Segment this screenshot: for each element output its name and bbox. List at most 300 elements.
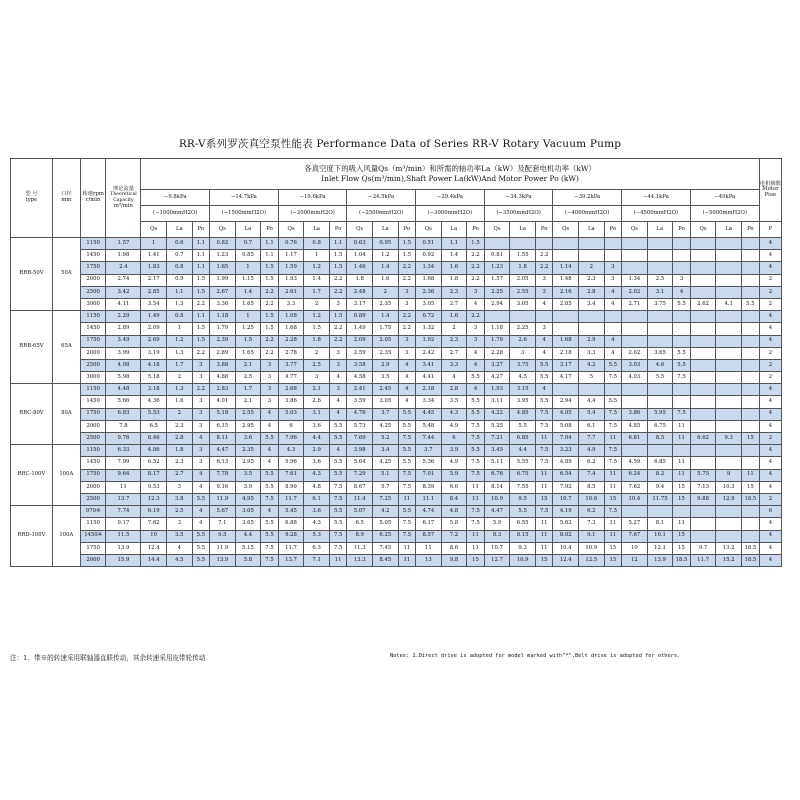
data-cell: 8.4 [441, 493, 467, 505]
theory-cell: 1.57 [106, 238, 141, 250]
data-cell: 3 [398, 286, 415, 298]
data-cell: 7.5 [604, 420, 621, 432]
data-cell: 9.5 [210, 530, 236, 542]
data-cell: 6.88 [278, 518, 304, 530]
data-cell: 8.2 [647, 469, 673, 481]
data-cell [647, 506, 673, 518]
data-cell: 5.5 [673, 298, 690, 310]
data-cell: 9.3 [716, 433, 742, 445]
data-cell [622, 384, 648, 396]
data-cell: 5.8 [235, 554, 261, 566]
column-label: Po [398, 222, 415, 238]
data-cell: 11 [673, 433, 690, 445]
data-cell: 5.11 [484, 457, 510, 469]
data-cell: 6.25 [373, 530, 399, 542]
data-cell: 2.78 [278, 347, 304, 359]
data-cell: 1.1 [192, 238, 209, 250]
model-cell: RRD-100V [11, 506, 53, 567]
speed-cell: 2000 [80, 481, 106, 493]
data-cell: 3.11 [484, 396, 510, 408]
speed-cell: 2000 [80, 274, 106, 286]
theory-cell: 2.89 [106, 323, 141, 335]
data-cell [673, 311, 690, 323]
speed-cell: 2000 [80, 347, 106, 359]
data-cell [690, 396, 716, 408]
column-label: Po [741, 222, 759, 238]
data-cell: 6.6 [441, 481, 467, 493]
data-cell: 5.05 [373, 518, 399, 530]
data-cell: 5.5 [604, 359, 621, 371]
data-cell: 2.2 [467, 274, 484, 286]
data-cell: 4.25 [373, 457, 399, 469]
data-cell: 11.9 [210, 542, 236, 554]
column-label: La [304, 222, 330, 238]
data-cell: 5.2 [373, 433, 399, 445]
data-cell: 0.6 [166, 238, 192, 250]
data-cell: 7.21 [484, 433, 510, 445]
data-cell [741, 518, 759, 530]
data-cell: 11 [535, 530, 552, 542]
pressure-kpa: −19.6kPa [278, 190, 347, 206]
data-cell [741, 530, 759, 542]
table-row [11, 542, 782, 554]
data-cell: 5.27 [622, 518, 648, 530]
data-cell: 7.5 [535, 457, 552, 469]
data-cell [622, 238, 648, 250]
data-cell: 7.29 [347, 469, 373, 481]
data-cell [716, 372, 742, 384]
data-cell: 3.88 [210, 359, 236, 371]
table-row [11, 323, 782, 335]
data-cell [716, 238, 742, 250]
pole-cell: 4 [759, 469, 781, 481]
pressure-kpa: −29.4kPa [416, 190, 485, 206]
data-cell: 3 [261, 384, 278, 396]
data-cell: 1.8 [510, 262, 536, 274]
data-cell: 7.5 [398, 469, 415, 481]
data-cell: 0.9 [166, 274, 192, 286]
data-cell [622, 335, 648, 347]
table-row [11, 311, 782, 323]
data-cell: 3.65 [647, 347, 673, 359]
data-cell: 4.17 [553, 372, 579, 384]
data-cell: 7.62 [141, 518, 167, 530]
data-cell: 5.5 [329, 433, 346, 445]
data-cell: 8.46 [141, 433, 167, 445]
data-cell: 5.96 [278, 457, 304, 469]
data-cell: 9.88 [690, 493, 716, 505]
table-row [11, 286, 782, 298]
data-cell: 4.8 [441, 506, 467, 518]
data-cell [741, 311, 759, 323]
data-cell: 2.3 [441, 335, 467, 347]
data-cell: 11 [535, 481, 552, 493]
data-cell: 2.39 [210, 335, 236, 347]
data-cell: 1.34 [416, 262, 442, 274]
data-cell: 3 [535, 323, 552, 335]
data-cell: 2.71 [622, 298, 648, 310]
speed-cell: 1150 [80, 518, 106, 530]
data-cell: 3 [604, 274, 621, 286]
data-cell: 4 [261, 408, 278, 420]
data-cell: 2 [166, 372, 192, 384]
data-cell: 9 [716, 469, 742, 481]
note-chinese: 注：1、带※的转速采用联轴器直联传动，其余转速采用皮带轮传动 [10, 654, 206, 662]
data-cell: 5.25 [484, 420, 510, 432]
data-cell: 4 [604, 335, 621, 347]
data-cell: 11 [673, 420, 690, 432]
data-cell: 8.6 [441, 542, 467, 554]
data-cell: 2.7 [441, 298, 467, 310]
data-cell: 6.52 [141, 457, 167, 469]
speed-cell: 1750 [80, 262, 106, 274]
data-cell: 3 [261, 372, 278, 384]
data-cell: 5.5 [673, 347, 690, 359]
data-cell: 1.2 [373, 250, 399, 262]
data-cell: 1.7 [304, 286, 330, 298]
data-cell: 8.11 [210, 433, 236, 445]
data-cell: 4.18 [141, 359, 167, 371]
data-cell: 8.45 [373, 554, 399, 566]
data-cell: 1.5 [192, 323, 209, 335]
column-label: Po [192, 222, 209, 238]
pressure-kpa: −49kPa [690, 190, 759, 206]
data-cell: 1.5 [329, 250, 346, 262]
data-cell: 2.83 [210, 384, 236, 396]
data-cell [716, 457, 742, 469]
data-cell: 11.7 [278, 493, 304, 505]
data-cell: 8.17 [141, 469, 167, 481]
header-theory: 理论流量 Theoretical Capacity m³/min [106, 159, 141, 238]
data-cell: 11.4 [347, 493, 373, 505]
table-row [11, 347, 782, 359]
data-cell [673, 238, 690, 250]
data-cell: 5.5 [467, 372, 484, 384]
data-cell: 2.25 [484, 286, 510, 298]
data-cell: 4.77 [278, 372, 304, 384]
data-cell [604, 323, 621, 335]
table-row [11, 518, 782, 530]
data-cell: 11 [535, 518, 552, 530]
pole-cell: 2 [759, 347, 781, 359]
data-cell: 7.5 [398, 530, 415, 542]
data-cell: 2.48 [347, 286, 373, 298]
data-cell: 2.17 [141, 274, 167, 286]
data-cell: 2.18 [416, 384, 442, 396]
pole-cell: 4 [759, 554, 781, 566]
data-cell: 8.1 [647, 518, 673, 530]
data-cell: 4.3 [304, 469, 330, 481]
data-cell: 3.6 [304, 420, 330, 432]
data-cell: 5.5 [604, 396, 621, 408]
speed-cell: 1150 [80, 238, 106, 250]
data-cell: 8.02 [553, 530, 579, 542]
data-cell: 1.4 [235, 286, 261, 298]
data-cell: 5.5 [261, 433, 278, 445]
data-cell [741, 274, 759, 286]
data-cell: 3.4 [579, 298, 605, 310]
data-cell: 12.4 [141, 542, 167, 554]
theory-cell: 9.76 [106, 433, 141, 445]
speed-cell: 1150 [80, 311, 106, 323]
data-cell: 7.5 [467, 469, 484, 481]
data-cell: 4 [467, 359, 484, 371]
data-cell: 15 [741, 481, 759, 493]
data-cell: 3.86 [622, 408, 648, 420]
data-cell: 4.4 [579, 396, 605, 408]
data-cell: 5.5 [329, 506, 346, 518]
data-cell: 5.5 [510, 506, 536, 518]
data-cell: 5.18 [141, 372, 167, 384]
data-cell: 3 [192, 359, 209, 371]
data-cell: 3 [192, 408, 209, 420]
data-cell: 13.9 [210, 554, 236, 566]
data-cell: 4 [329, 408, 346, 420]
header-speed: 转速rpm r/min [80, 159, 106, 238]
data-cell: 1.65 [235, 298, 261, 310]
theory-cell: 5.98 [106, 372, 141, 384]
data-cell: 1.2 [304, 311, 330, 323]
data-cell: 1.55 [510, 250, 536, 262]
data-cell: 2.9 [373, 359, 399, 371]
data-cell: 3.36 [210, 298, 236, 310]
data-cell: 2.5 [166, 506, 192, 518]
data-cell: 3.77 [278, 359, 304, 371]
data-cell: 2.42 [416, 347, 442, 359]
data-cell: 8.9 [347, 530, 373, 542]
data-cell: 5.3 [304, 530, 330, 542]
data-cell [741, 262, 759, 274]
data-cell [690, 359, 716, 371]
data-cell: 15 [604, 554, 621, 566]
data-cell: 1.5 [329, 262, 346, 274]
data-cell: 3.5 [373, 372, 399, 384]
data-cell: 6 [441, 433, 467, 445]
data-cell: 10 [141, 530, 167, 542]
data-cell: 5.08 [553, 420, 579, 432]
data-cell: 7.01 [416, 469, 442, 481]
data-cell: 0.8 [304, 238, 330, 250]
data-cell: 0.82 [210, 238, 236, 250]
data-cell: 4 [673, 286, 690, 298]
column-label: Qs [622, 222, 648, 238]
data-cell [690, 420, 716, 432]
data-cell [690, 250, 716, 262]
data-cell: 3 [166, 518, 192, 530]
pole-cell: 2 [759, 493, 781, 505]
data-cell: 10 [622, 542, 648, 554]
data-cell: 11 [604, 518, 621, 530]
data-cell: 13.7 [278, 554, 304, 566]
data-cell: 9.1 [579, 530, 605, 542]
data-cell: 4.9 [441, 457, 467, 469]
data-cell: 3.3 [579, 347, 605, 359]
data-cell: 7.2 [441, 530, 467, 542]
data-cell: 12.3 [141, 493, 167, 505]
data-cell: 4 [192, 481, 209, 493]
data-cell: 2.1 [304, 384, 330, 396]
data-cell: 2.1 [235, 396, 261, 408]
data-cell [673, 396, 690, 408]
data-cell: 3.86 [278, 396, 304, 408]
data-cell: 0.8 [166, 262, 192, 274]
data-cell [604, 384, 621, 396]
data-cell: 5.5 [535, 359, 552, 371]
bore-cell: 80A [52, 384, 80, 445]
note-english: Notes: 1.Direct drive is adopted for model marked with"*",Belt drive is adopted for others. [390, 653, 681, 659]
data-cell: 9.16 [210, 481, 236, 493]
data-cell: 1.4 [441, 250, 467, 262]
data-cell: 1.5 [467, 238, 484, 250]
data-cell: 7.1 [210, 518, 236, 530]
column-label: La [373, 222, 399, 238]
data-cell [716, 347, 742, 359]
data-cell: 7.44 [416, 433, 442, 445]
data-cell: 1.8 [441, 274, 467, 286]
data-cell: 15 [673, 530, 690, 542]
data-cell: 4.5 [510, 372, 536, 384]
data-cell [716, 396, 742, 408]
column-label: La [647, 222, 673, 238]
data-cell: 2.16 [553, 286, 579, 298]
data-cell: 3.8 [166, 493, 192, 505]
data-cell: 5.45 [278, 506, 304, 518]
table-row [11, 250, 782, 262]
data-cell: 7.1 [304, 554, 330, 566]
theory-cell: 6.83 [106, 408, 141, 420]
data-cell: 5.48 [416, 420, 442, 432]
data-cell: 5.18 [210, 408, 236, 420]
bore-cell: 100A [52, 506, 80, 567]
data-cell: 4.76 [347, 408, 373, 420]
data-cell: 10.9 [484, 493, 510, 505]
table-row [11, 506, 782, 518]
pole-cell: 4 [759, 262, 781, 274]
data-cell [622, 506, 648, 518]
pole-cell: 4 [759, 420, 781, 432]
data-cell: 6.81 [622, 433, 648, 445]
data-cell: 9.5 [510, 493, 536, 505]
data-cell: 7.7 [579, 433, 605, 445]
data-cell: 15 [673, 481, 690, 493]
data-cell: 4.4 [235, 530, 261, 542]
pressure-kpa: −39.2kPa [553, 190, 622, 206]
data-cell: 2.35 [235, 445, 261, 457]
speed-cell: 1750 [80, 542, 106, 554]
speed-cell: 1450 [80, 323, 106, 335]
data-cell: 1.1 [261, 238, 278, 250]
data-cell: 2.2 [192, 347, 209, 359]
data-cell [741, 335, 759, 347]
data-cell: 2.2 [192, 298, 209, 310]
data-cell: 3 [467, 323, 484, 335]
data-cell: 5.5 [467, 396, 484, 408]
model-cell: RRB-65V [11, 311, 53, 384]
data-cell: 3 [398, 298, 415, 310]
data-cell [690, 506, 716, 518]
speed-cell: 1750 [80, 408, 106, 420]
data-cell [741, 420, 759, 432]
data-cell: 2.2 [535, 250, 552, 262]
data-cell: 0.76 [278, 238, 304, 250]
data-cell: 2.2 [261, 286, 278, 298]
data-cell: 2.2 [467, 311, 484, 323]
data-cell: 11.75 [647, 493, 673, 505]
data-cell: 5.5 [192, 493, 209, 505]
pressure-mmh2o: (−5000mmH2O) [690, 206, 759, 222]
table-row [11, 420, 782, 432]
data-cell: 6.3 [304, 542, 330, 554]
data-cell: 5.5 [535, 372, 552, 384]
data-cell: 5.53 [141, 408, 167, 420]
table-row [11, 493, 782, 505]
data-cell: 7.4 [579, 469, 605, 481]
speed-cell: 1450 [80, 457, 106, 469]
data-cell: 4 [192, 469, 209, 481]
data-cell: 4.89 [553, 457, 579, 469]
data-cell [647, 323, 673, 335]
data-cell: 2.41 [347, 384, 373, 396]
pole-cell: 4 [759, 445, 781, 457]
data-cell: 2.28 [484, 347, 510, 359]
data-cell: 3.05 [510, 298, 536, 310]
table-row [11, 445, 782, 457]
data-cell: 4 [398, 384, 415, 396]
data-cell: 5.5 [398, 445, 415, 457]
bore-cell: 65A [52, 311, 80, 384]
data-cell: 1.5 [398, 250, 415, 262]
data-cell: 11 [467, 493, 484, 505]
pole-symbol: P [759, 222, 781, 238]
data-cell: 6.1 [304, 493, 330, 505]
data-cell: 4.45 [416, 408, 442, 420]
data-cell [484, 238, 510, 250]
data-cell: 5.5 [261, 518, 278, 530]
pressure-mmh2o: (−1000mmH2O) [141, 206, 210, 222]
data-cell: 1.7 [235, 384, 261, 396]
data-cell: 4 [467, 298, 484, 310]
data-cell: 2.2 [398, 274, 415, 286]
data-cell: 2.2 [398, 262, 415, 274]
data-cell: 2 [441, 323, 467, 335]
table-row [11, 457, 782, 469]
data-cell: 1.83 [141, 262, 167, 274]
data-cell [741, 457, 759, 469]
data-cell: 5 [579, 372, 605, 384]
model-cell: RRB-50V [11, 238, 53, 311]
data-cell: 5.5 [261, 481, 278, 493]
data-cell [647, 396, 673, 408]
data-cell: 4.3 [278, 445, 304, 457]
column-label: La [235, 222, 261, 238]
theory-cell: 5.66 [106, 396, 141, 408]
data-cell: 4 [535, 335, 552, 347]
data-cell: 5.5 [741, 298, 759, 310]
data-cell: 3 [329, 298, 346, 310]
header-motor-pole: 电机极数 Motor Pioe [759, 159, 781, 222]
speed-cell: 2000 [80, 554, 106, 566]
data-cell: 11 [604, 481, 621, 493]
data-cell: 4 [604, 298, 621, 310]
data-cell: 4 [329, 372, 346, 384]
data-cell [741, 445, 759, 457]
data-cell: 1.4 [373, 262, 399, 274]
bore-cell: 50A [52, 238, 80, 311]
data-cell: 5.5 [510, 420, 536, 432]
data-cell [690, 347, 716, 359]
data-cell [553, 311, 579, 323]
data-cell: 7.5 [604, 445, 621, 457]
